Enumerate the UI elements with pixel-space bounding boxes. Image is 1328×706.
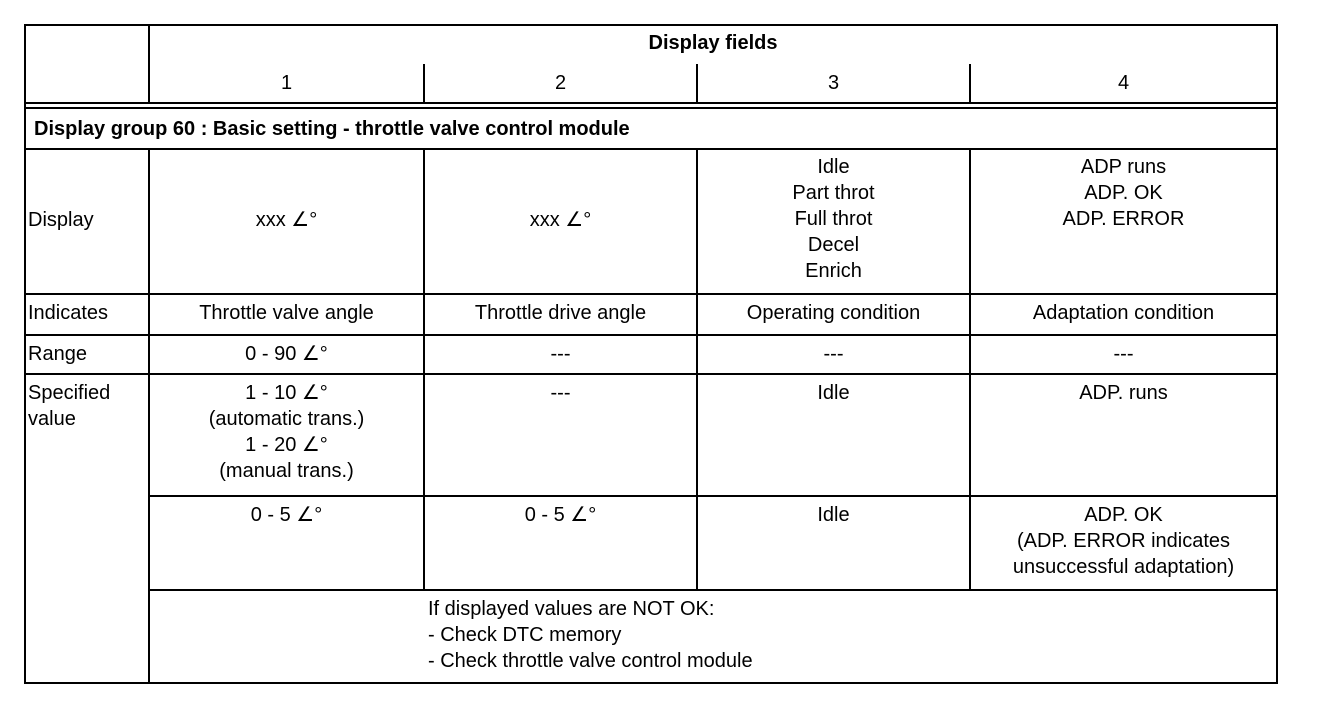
text-line: (manual trans.) (219, 460, 354, 482)
range-value-3: --- (823, 343, 844, 365)
rule (24, 682, 1278, 684)
rule (24, 107, 1278, 109)
text-line: ADP runs (1080, 156, 1167, 178)
text-line: Part throt (792, 182, 875, 204)
display-value-1: xxx ∠° (255, 209, 318, 231)
rule (24, 24, 26, 684)
text-line: If displayed values are NOT OK: (428, 598, 715, 620)
indicates-value-4: Adaptation condition (1032, 302, 1215, 324)
display-value-2: xxx ∠° (529, 209, 592, 231)
column-header-4: 4 (1117, 72, 1130, 94)
text-line: Idle (817, 156, 850, 178)
indicates-value-3: Operating condition (746, 302, 921, 324)
row-label-range: Range (28, 343, 87, 365)
text-line: Enrich (805, 260, 862, 282)
column-header-1: 1 (280, 72, 293, 94)
column-header-2: 2 (554, 72, 567, 94)
rule (148, 589, 1278, 591)
text-line: (automatic trans.) (208, 408, 365, 430)
text-line: Decel (807, 234, 860, 256)
specified-value-4: ADP. runs (1079, 382, 1168, 404)
text-line: ADP. OK (1084, 504, 1163, 526)
text-line: - Check throttle valve control module (428, 650, 753, 672)
text-line: ADP. ERROR (1062, 208, 1185, 230)
row-label-specified-value (28, 380, 110, 432)
rule (24, 293, 1278, 295)
text-line: unsuccessful adaptation) (1012, 556, 1235, 578)
rule (24, 24, 1278, 26)
specified-value-alt-4 (971, 502, 1276, 580)
indicates-value-1: Throttle valve angle (199, 302, 374, 324)
specified-value-2: --- (550, 382, 571, 404)
text-line: - Check DTC memory (428, 624, 622, 646)
range-value-2: --- (550, 343, 571, 365)
text-line: 1 - 20 ∠° (245, 434, 328, 456)
rule (148, 495, 1278, 497)
display-value-4 (971, 154, 1276, 232)
specified-value-alt-3: Idle (817, 504, 850, 526)
text-line: Specified (28, 382, 111, 404)
specified-value-1 (150, 380, 423, 484)
display-fields-heading: Display fields (648, 32, 778, 54)
range-value-4: --- (1113, 343, 1134, 365)
column-header-3: 3 (827, 72, 840, 94)
rule (1276, 24, 1278, 684)
row-label-indicates: Indicates (28, 302, 109, 324)
row-label-display: Display (28, 209, 94, 231)
not-ok-note (428, 596, 753, 674)
text-line: Full throt (794, 208, 873, 230)
text-line: (ADP. ERROR indicates (1016, 530, 1231, 552)
range-value-1: 0 - 90 ∠° (245, 343, 328, 365)
rule (24, 373, 1278, 375)
specified-value-3: Idle (817, 382, 850, 404)
text-line: ADP. OK (1084, 182, 1163, 204)
specified-value-alt-2: 0 - 5 ∠° (524, 504, 597, 526)
text-line: value (28, 408, 76, 430)
rule (24, 148, 1278, 150)
indicates-value-2: Throttle drive angle (474, 302, 647, 324)
specified-value-alt-1: 0 - 5 ∠° (250, 504, 323, 526)
display-group-title: Display group 60 : Basic setting - throttle valve control module (34, 118, 630, 140)
display-value-3 (698, 154, 969, 284)
rule (24, 102, 1278, 104)
rule (24, 334, 1278, 336)
text-line: 1 - 10 ∠° (245, 382, 328, 404)
